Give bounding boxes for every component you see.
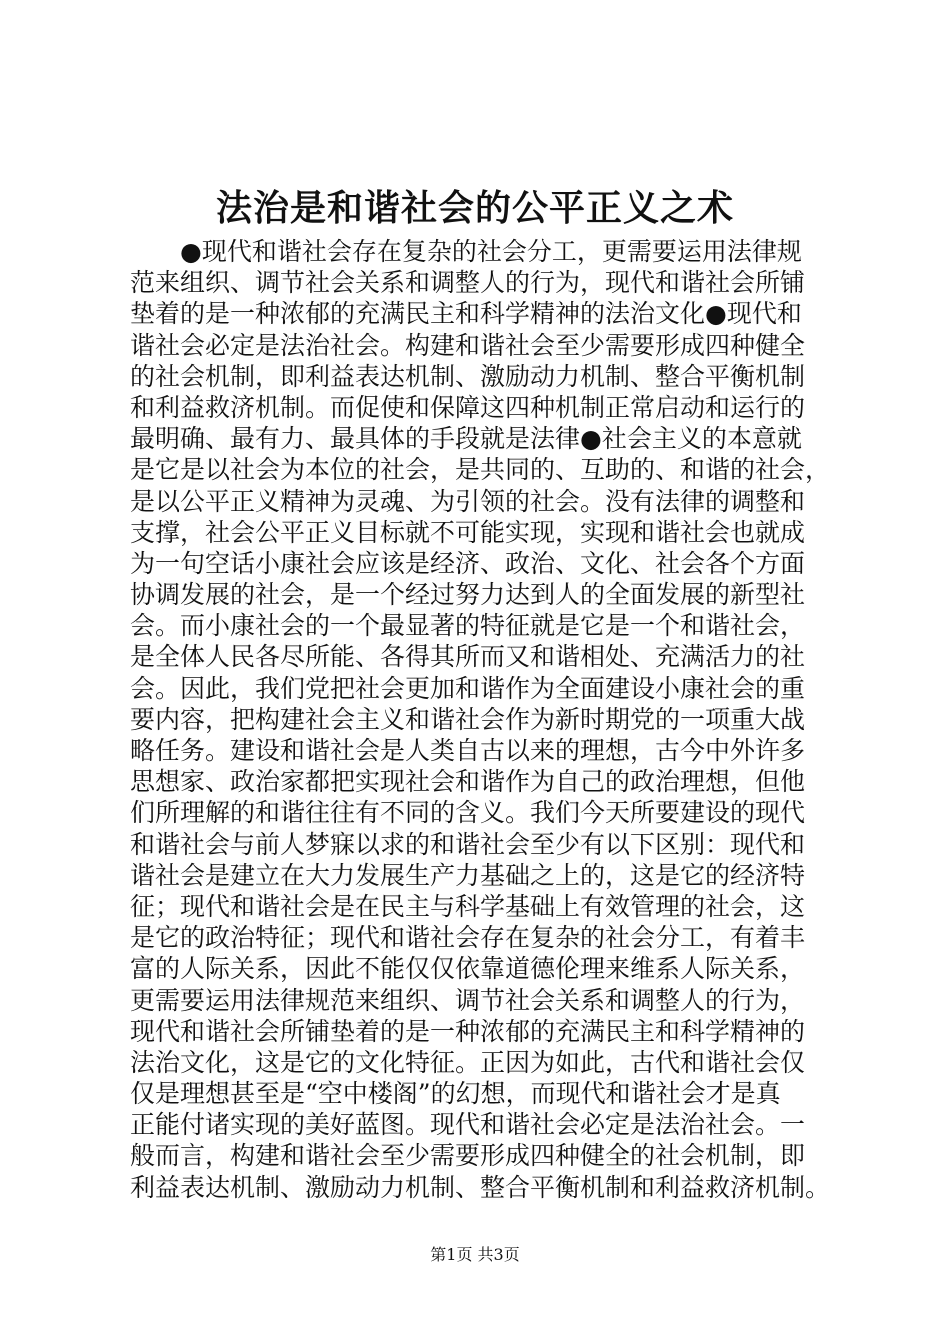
body-line: 的社会机制，即利益表达机制、激励动力机制、整合平衡机制 bbox=[130, 361, 806, 391]
body-line: 为一句空话小康社会应该是经济、政治、文化、社会各个方面 bbox=[130, 548, 806, 578]
body-line: 和谐社会与前人梦寐以求的和谐社会至少有以下区别：现代和 bbox=[130, 829, 806, 859]
body-line: 协调发展的社会，是一个经过努力达到人的全面发展的新型社 bbox=[130, 580, 806, 610]
body-line: 支撑，社会公平正义目标就不可能实现，实现和谐社会也就成 bbox=[130, 517, 806, 547]
body-line: 会。而小康社会的一个最显著的特征就是它是一个和谐社会， bbox=[130, 611, 806, 641]
body-line: 征；现代和谐社会是在民主与科学基础上有效管理的社会，这 bbox=[130, 891, 806, 921]
body-line: ●现代和谐社会存在复杂的社会分工，更需要运用法律规 bbox=[130, 237, 802, 266]
body-line: 富的人际关系，因此不能仅仅依靠道德伦理来维系人际关系， bbox=[130, 954, 806, 984]
body-line: 是以公平正义精神为灵魂、为引领的社会。没有法律的调整和 bbox=[130, 486, 806, 516]
body-line: 们所理解的和谐往往有不同的含义。我们今天所要建设的现代 bbox=[130, 798, 806, 828]
body-line: 范来组织、调节社会关系和调整人的行为，现代和谐社会所铺 bbox=[130, 268, 806, 298]
body-line: 要内容，把构建社会主义和谐社会作为新时期党的一项重大战 bbox=[130, 704, 806, 734]
body-line: 仅是理想甚至是“空中楼阁”的幻想，而现代和谐社会才是真 bbox=[130, 1079, 781, 1109]
body-line: 是全体人民各尽所能、各得其所而又和谐相处、充满活力的社 bbox=[130, 642, 806, 672]
body-line: 现代和谐社会所铺垫着的是一种浓郁的充满民主和科学精神的 bbox=[130, 1016, 806, 1046]
body-line: 垫着的是一种浓郁的充满民主和科学精神的法治文化●现代和 bbox=[130, 299, 802, 329]
document-title: 法治是和谐社会的公平正义之术 bbox=[215, 187, 734, 229]
body-line: 是它的政治特征；现代和谐社会存在复杂的社会分工，有着丰 bbox=[130, 923, 806, 953]
body-line: 最明确、最有力、最具体的手段就是法律●社会主义的本意就 bbox=[130, 424, 802, 454]
body-line: 和利益救济机制。而促使和保障这四种机制正常启动和运行的 bbox=[130, 392, 806, 422]
body-line: 谐社会必定是法治社会。构建和谐社会至少需要形成四种健全 bbox=[130, 330, 806, 360]
body-line: 更需要运用法律规范来组织、调节社会关系和调整人的行为， bbox=[130, 985, 806, 1015]
body-line: 法治文化，这是它的文化特征。正因为如此，古代和谐社会仅 bbox=[130, 1047, 806, 1077]
document-body bbox=[130, 236, 830, 1203]
body-line: 会。因此，我们党把社会更加和谐作为全面建设小康社会的重 bbox=[130, 673, 806, 703]
body-line: 般而言，构建和谐社会至少需要形成四种健全的社会机制，即 bbox=[130, 1141, 806, 1171]
body-line: 正能付诸实现的美好蓝图。现代和谐社会必定是法治社会。一 bbox=[130, 1110, 806, 1140]
body-line: 思想家、政治家都把实现社会和谐作为自己的政治理想，但他 bbox=[130, 767, 806, 797]
body-line: 利益表达机制、激励动力机制、整合平衡机制和利益救济机制。 bbox=[130, 1172, 831, 1202]
page-number-footer: 第1页 共3页 bbox=[430, 1245, 520, 1264]
body-line: 谐社会是建立在大力发展生产力基础之上的，这是它的经济特 bbox=[130, 860, 806, 890]
body-line: 略任务。建设和谐社会是人类自古以来的理想，古今中外许多 bbox=[130, 736, 806, 765]
body-line: 是它是以社会为本位的社会，是共同的、互助的、和谐的社会， bbox=[130, 455, 831, 485]
